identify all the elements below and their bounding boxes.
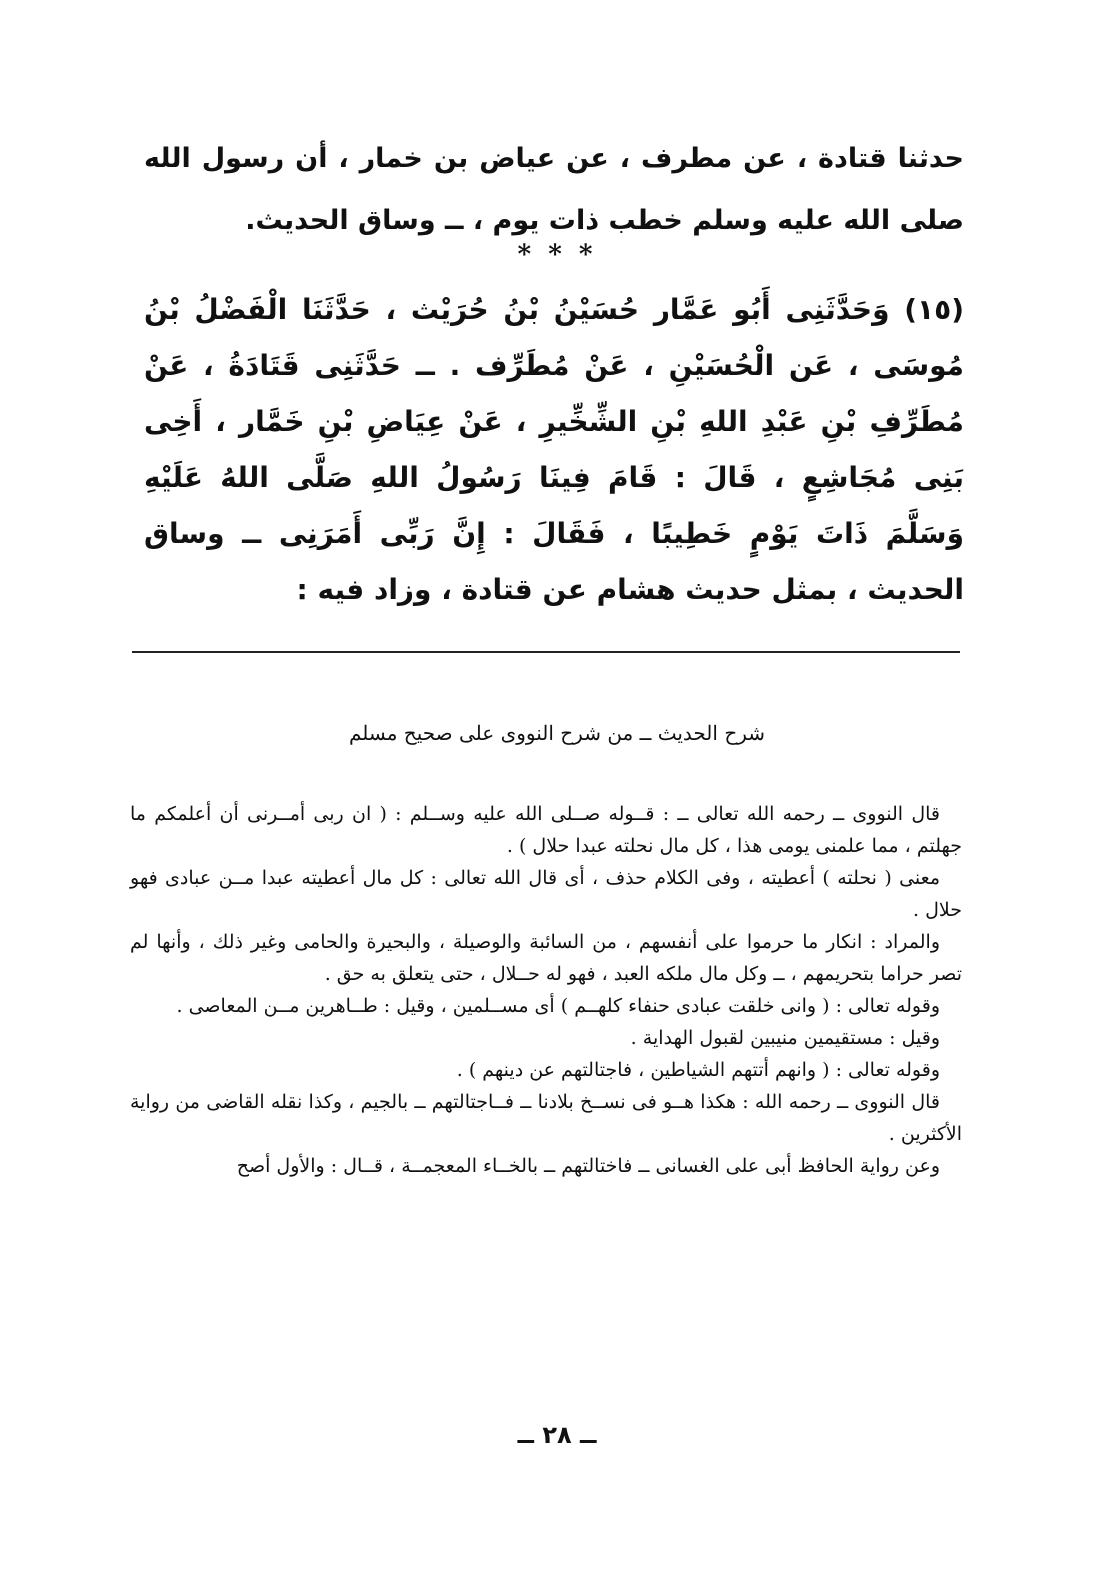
commentary-section xyxy=(130,798,962,1182)
commentary-paragraph: قال النووى ــ رحمه الله تعالى ــ : قــوله صــلى الله عليه وســلم : ( ان ربى أمــرنى أن أعلمكم ما جهلتم ، مما علمنى يومى هذا ، كل مال نحلته عبدا حلال ) . xyxy=(130,803,962,857)
page-number: ــ ٢٨ ــ xyxy=(517,1421,597,1449)
commentary-paragraph: معنى ( نحلته ) أعطيته ، وفى الكلام حذف ، أى قال الله تعالى : كل مال أعطيته عبدا مــن عبادى فهو حلال . xyxy=(130,867,962,921)
commentary-paragraph: وقوله تعالى : ( وانى خلقت عبادى حنفاء كلهــم ) أى مســلمين ، وقيل : طــاهرين مــن المعاصى . xyxy=(176,995,940,1017)
commentary-heading: شرح الحديث ــ من شرح النووى على صحيح مسلم xyxy=(348,721,766,745)
intro-paragraph: حدثنا قتادة ، عن مطرف ، عن عياض بن خمار ، أن رسول الله صلى الله عليه وسلم خطب ذات يوم ، ــ وساق الحديث. xyxy=(144,143,964,236)
section-separator: * * * xyxy=(517,240,597,270)
divider-line xyxy=(132,651,960,653)
commentary-paragraph: وعن رواية الحافظ أبى على الغسانى ــ فاختالتهم ــ بالخــاء المعجمــة ، قــال : والأول أصح xyxy=(236,1155,940,1177)
commentary-paragraph: وقوله تعالى : ( وانهم أتتهم الشياطين ، فاجتالتهم عن دينهم ) . xyxy=(456,1059,940,1081)
commentary-paragraph: والمراد : انكار ما حرموا على أنفسهم ، من السائبة والوصيلة ، والبحيرة والحامى وغير ذلك ، وأنها لم تصر حراما بتحريمهم ، ــ وكل مال ملكه العبد ، فهو له حــلال ، حتى يتعلق به حق . xyxy=(130,931,962,985)
commentary-paragraph: قال النووى ــ رحمه الله : هكذا هــو فى نســخ بلادنا ــ فــاجتالتهم ــ بالجيم ، وكذا نقله القاضى من رواية الأكثرين . xyxy=(130,1091,962,1145)
hadith-paragraph: (١٥) وَحَدَّثَنِى أَبُو عَمَّار حُسَيْنُ بْنُ حُرَيْث ، حَدَّثَنَا الْفَضْلُ بْنُ مُوسَى ، عَن الْحُسَيْنِ ، عَنْ مُطَرِّف . ــ حَدَّثَنِى قَتَادَةُ ، عَنْ مُطَرِّفِ بْنِ عَبْدِ اللهِ بْنِ الشِّخِّيرِ ، عَنْ عِيَاضِ بْنِ خَمَّار ، أَخِى بَنِى مُجَاشِعٍ ، قَالَ : قَامَ فِينَا رَسُولُ اللهِ صَلَّى اللهُ عَلَيْهِ وَسَلَّمَ ذَاتَ يَوْمٍ خَطِيبًا ، فَقَالَ : إِنَّ رَبِّى أَمَرَنِى ــ وساق الحديث ، بمثل حديث هشام عن قتادة ، وزاد فيه : xyxy=(144,293,964,606)
commentary-paragraph: وقيل : مستقيمين منيبين لقبول الهداية . xyxy=(630,1027,940,1049)
